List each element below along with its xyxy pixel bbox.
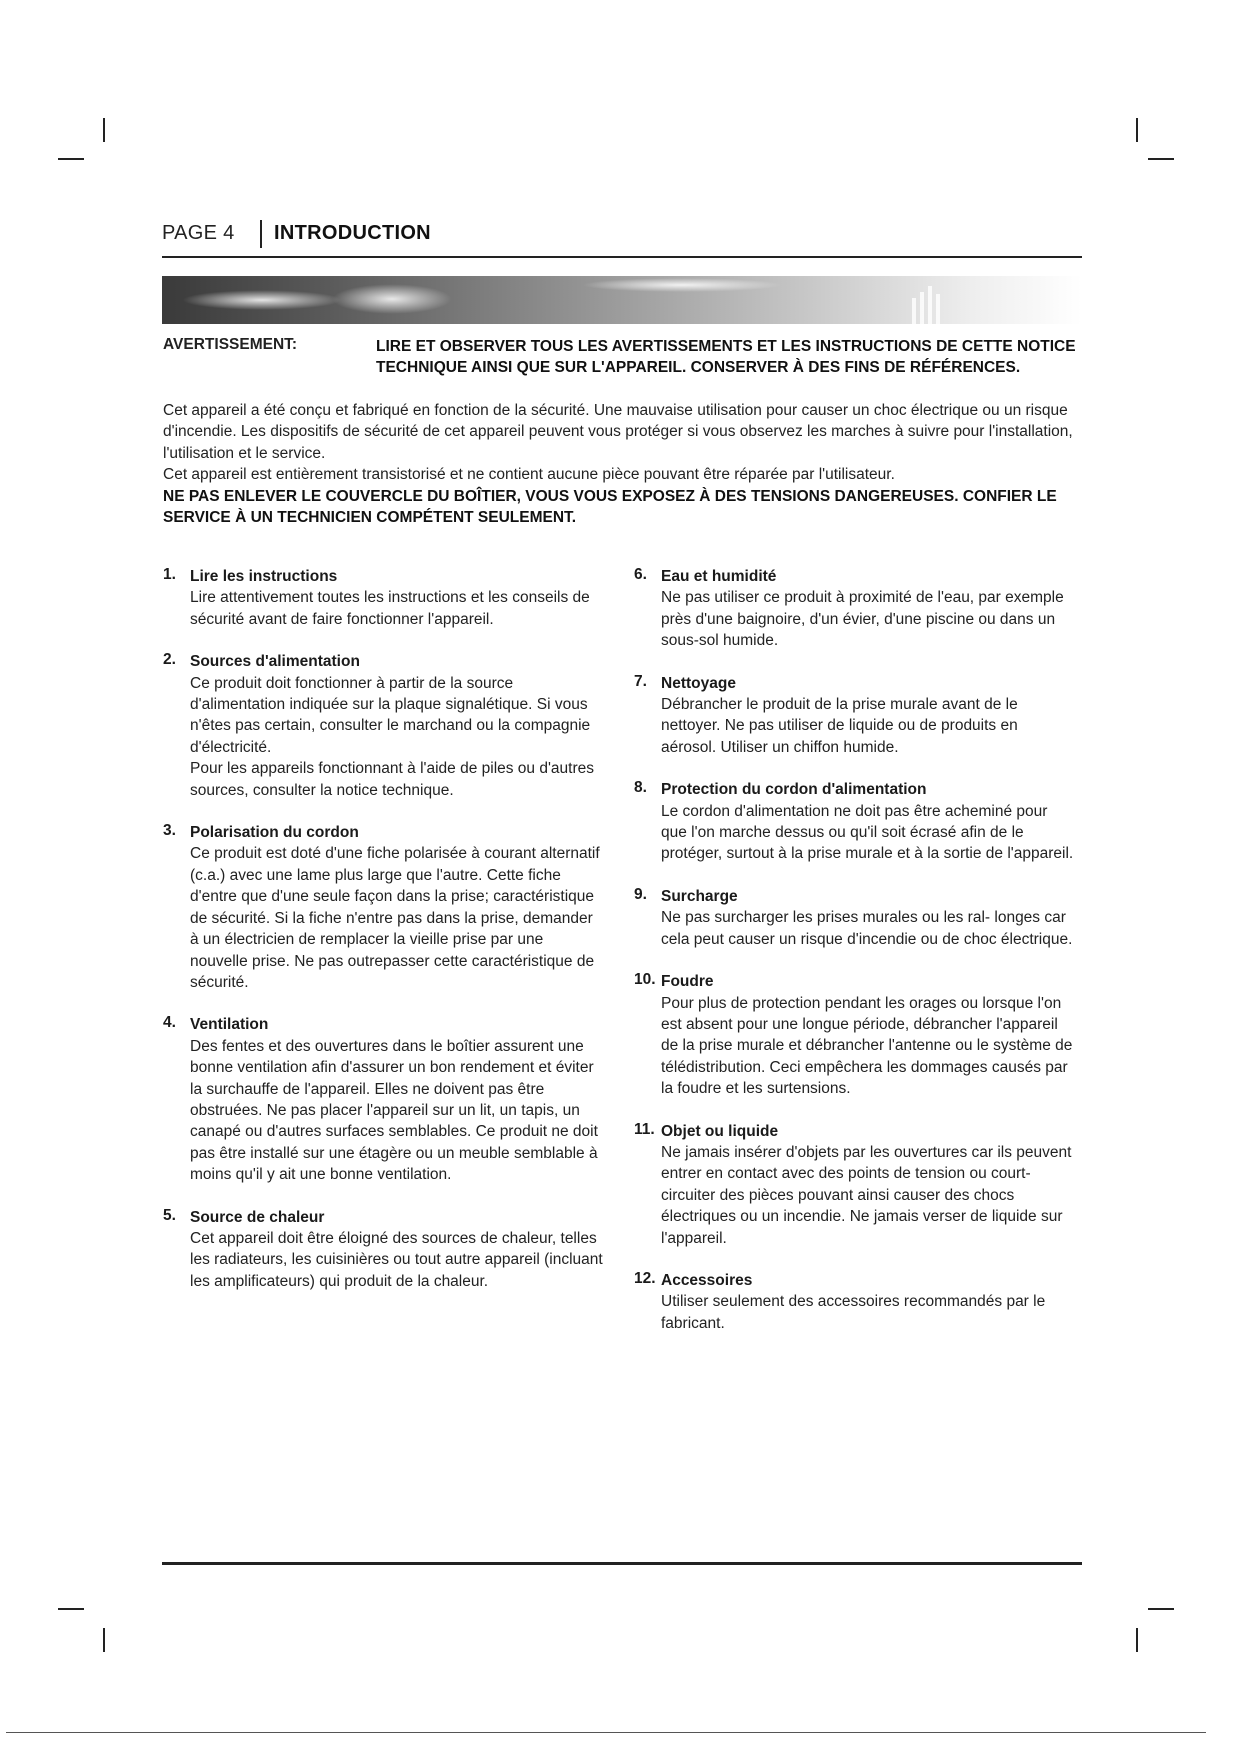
item-title: Sources d'alimentation xyxy=(190,653,360,671)
item-title: Eau et humidité xyxy=(661,568,777,585)
crop-mark xyxy=(1136,118,1138,142)
item-number: 6. xyxy=(634,566,647,583)
page-number: PAGE 4 xyxy=(162,222,235,244)
intro-paragraph: Cet appareil est entièrement transistorisé et ne contient aucune pièce pouvant être réparée par l'utilisateur. xyxy=(163,466,895,484)
list-item xyxy=(163,822,603,993)
item-body: Des fentes et des ouvertures dans le boîtier assurent une bonne ventilation afin d'assurer un bon rendement et éviter la surchauffe de l'appareil. Elles ne doivent pas être obstruées. Ne pas placer l'appareil sur un lit, un tapis, un canapé ou d'autres surfaces semblables. Ce produit ne doit pas être installé sur une étagère ou un meuble semblable à moins qu'il y ait une bonne ventilation. xyxy=(190,1037,598,1184)
warning-label: AVERTISSEMENT: xyxy=(163,336,298,353)
trim-line xyxy=(6,1732,1206,1733)
intro-text xyxy=(163,400,1085,528)
list-item xyxy=(634,886,1074,950)
list-item xyxy=(163,1014,603,1185)
list-item xyxy=(634,971,1074,1099)
crop-mark xyxy=(1148,158,1174,160)
item-body: Ce produit doit fonctionner à partir de la source d'alimentation indiquée sur la plaque signalétique. Si vous n'êtes pas certain, consulter le marchand ou la compagnie d'électricité. xyxy=(190,674,591,756)
item-title: Foudre xyxy=(661,973,714,991)
item-title: Source de chaleur xyxy=(190,1208,325,1226)
item-body: Lire attentivement toutes les instructions et les conseils de sécurité avant de faire fonctionner l'appareil. xyxy=(190,589,590,628)
list-item xyxy=(634,673,1074,759)
crop-mark xyxy=(1148,1608,1174,1610)
page-header xyxy=(162,220,1082,256)
item-number: 2. xyxy=(163,651,176,669)
item-number: 8. xyxy=(634,779,647,797)
list-item xyxy=(163,1207,603,1293)
instructions-column-right xyxy=(634,566,1074,1334)
item-body: Ne pas utiliser ce produit à proximité de l'eau, par exemple près d'une baignoire, d'un évier, d'une piscine ou dans un sous-sol humide. xyxy=(661,589,1064,650)
warning-text: LIRE ET OBSERVER TOUS LES AVERTISSEMENTS ET LES INSTRUCTIONS DE CETTE NOTICE TECHNIQUE AINSI QUE SUR L'APPAREIL. CONSERVER À DES FINS DE RÉFÉRENCES. xyxy=(376,338,1076,376)
item-number: 1. xyxy=(163,566,176,583)
item-body: Ce produit est doté d'une fiche polarisée à courant alternatif (c.a.) avec une lame plus large que l'autre. Cette fiche d'entre que d'une seule façon dans la prise; caractéristique de sécurité. Si la fiche n'entre pas dans la prise, demander à un électricien de remplacer la vieille prise par une nouvelle prise. Ne pas outrepasser cette caractéristique de sécurité. xyxy=(190,845,600,991)
list-item xyxy=(163,651,603,801)
intro-paragraph: Cet appareil a été conçu et fabriqué en fonction de la sécurité. Une mauvaise utilisation pour causer un choc électrique ou un risque d'incendie. Les dispositifs de sécurité de cet appareil peuvent vous protéger si vous observez les marches à suivre pour l'installation, l'utilisation et le service. xyxy=(163,402,1073,462)
item-number: 9. xyxy=(634,885,647,903)
item-body: Le cordon d'alimentation ne doit pas être acheminé pour que l'on marche dessus ou qu'il soit écrasé afin de le protéger, surtout à la prise murale et à la sortie de l'appareil. xyxy=(661,802,1074,863)
item-title: Lire les instructions xyxy=(190,568,338,585)
item-number: 10. xyxy=(634,971,656,989)
crop-mark xyxy=(103,1628,105,1652)
crop-mark xyxy=(58,1608,84,1610)
section-title: INTRODUCTION xyxy=(274,222,431,244)
item-body: Ne pas surcharger les prises murales ou les ral- longes car cela peut causer un risque d'incendie ou de choc électrique. xyxy=(661,909,1073,948)
list-item xyxy=(634,779,1074,865)
list-item xyxy=(634,1270,1074,1334)
item-body: Utiliser seulement des accessoires recommandés par le fabricant. xyxy=(661,1293,1046,1332)
item-body: Pour plus de protection pendant les orages ou lorsque l'on est absent pour une longue période, débrancher l'appareil de la prise murale et débrancher l'antenne ou le système de télédistribution. Ceci empêchera les dommages causés par la foudre et les surtensions. xyxy=(661,994,1073,1098)
item-title: Protection du cordon d'alimentation xyxy=(661,781,927,799)
crop-mark xyxy=(103,118,105,142)
item-title: Ventilation xyxy=(190,1016,269,1034)
crop-mark xyxy=(1136,1628,1138,1652)
item-title: Nettoyage xyxy=(661,674,736,692)
item-title: Surcharge xyxy=(661,887,738,905)
item-body: Pour les appareils fonctionnant à l'aide de piles ou d'autres sources, consulter la notice technique. xyxy=(190,760,595,799)
footer-rule xyxy=(162,1562,1082,1565)
list-item xyxy=(634,566,1074,652)
item-body: Ne jamais insérer d'objets par les ouvertures car ils peuvent entrer en contact avec des points de tension ou court-circuiter des pièces pouvant ainsi causer des chocs électriques ou un incendie. Ne jamais verser de liquide sur l'appareil. xyxy=(661,1143,1072,1247)
item-number: 4. xyxy=(163,1014,176,1032)
list-item xyxy=(634,1121,1074,1249)
item-title: Accessoires xyxy=(661,1271,753,1289)
item-title: Polarisation du cordon xyxy=(190,824,359,842)
header-rule xyxy=(162,256,1082,258)
danger-notice: NE PAS ENLEVER LE COUVERCLE DU BOÎTIER, VOUS VOUS EXPOSEZ À DES TENSIONS DANGEREUSES. CONFIER LE SERVICE À UN TECHNICIEN COMPÉTENT SEULEMENT. xyxy=(163,487,1057,527)
crop-mark xyxy=(58,158,84,160)
item-number: 3. xyxy=(163,822,176,840)
item-number: 5. xyxy=(163,1206,176,1224)
item-body: Cet appareil doit être éloigné des sources de chaleur, telles les radiateurs, les cuisinières ou tout autre appareil (incluant les amplificateurs) qui produit de la chaleur. xyxy=(190,1229,603,1290)
item-number: 12. xyxy=(634,1269,656,1287)
item-number: 11. xyxy=(634,1120,655,1138)
header-separator xyxy=(260,220,262,248)
decorative-banner xyxy=(162,276,1082,324)
instructions-column-left xyxy=(163,566,603,1292)
list-item xyxy=(163,566,603,630)
item-body: Débrancher le produit de la prise murale avant de le nettoyer. Ne pas utiliser de liquide ou de produits en aérosol. Utiliser un chiffon humide. xyxy=(661,696,1018,756)
item-title: Objet ou liquide xyxy=(661,1122,779,1140)
item-number: 7. xyxy=(634,672,647,690)
